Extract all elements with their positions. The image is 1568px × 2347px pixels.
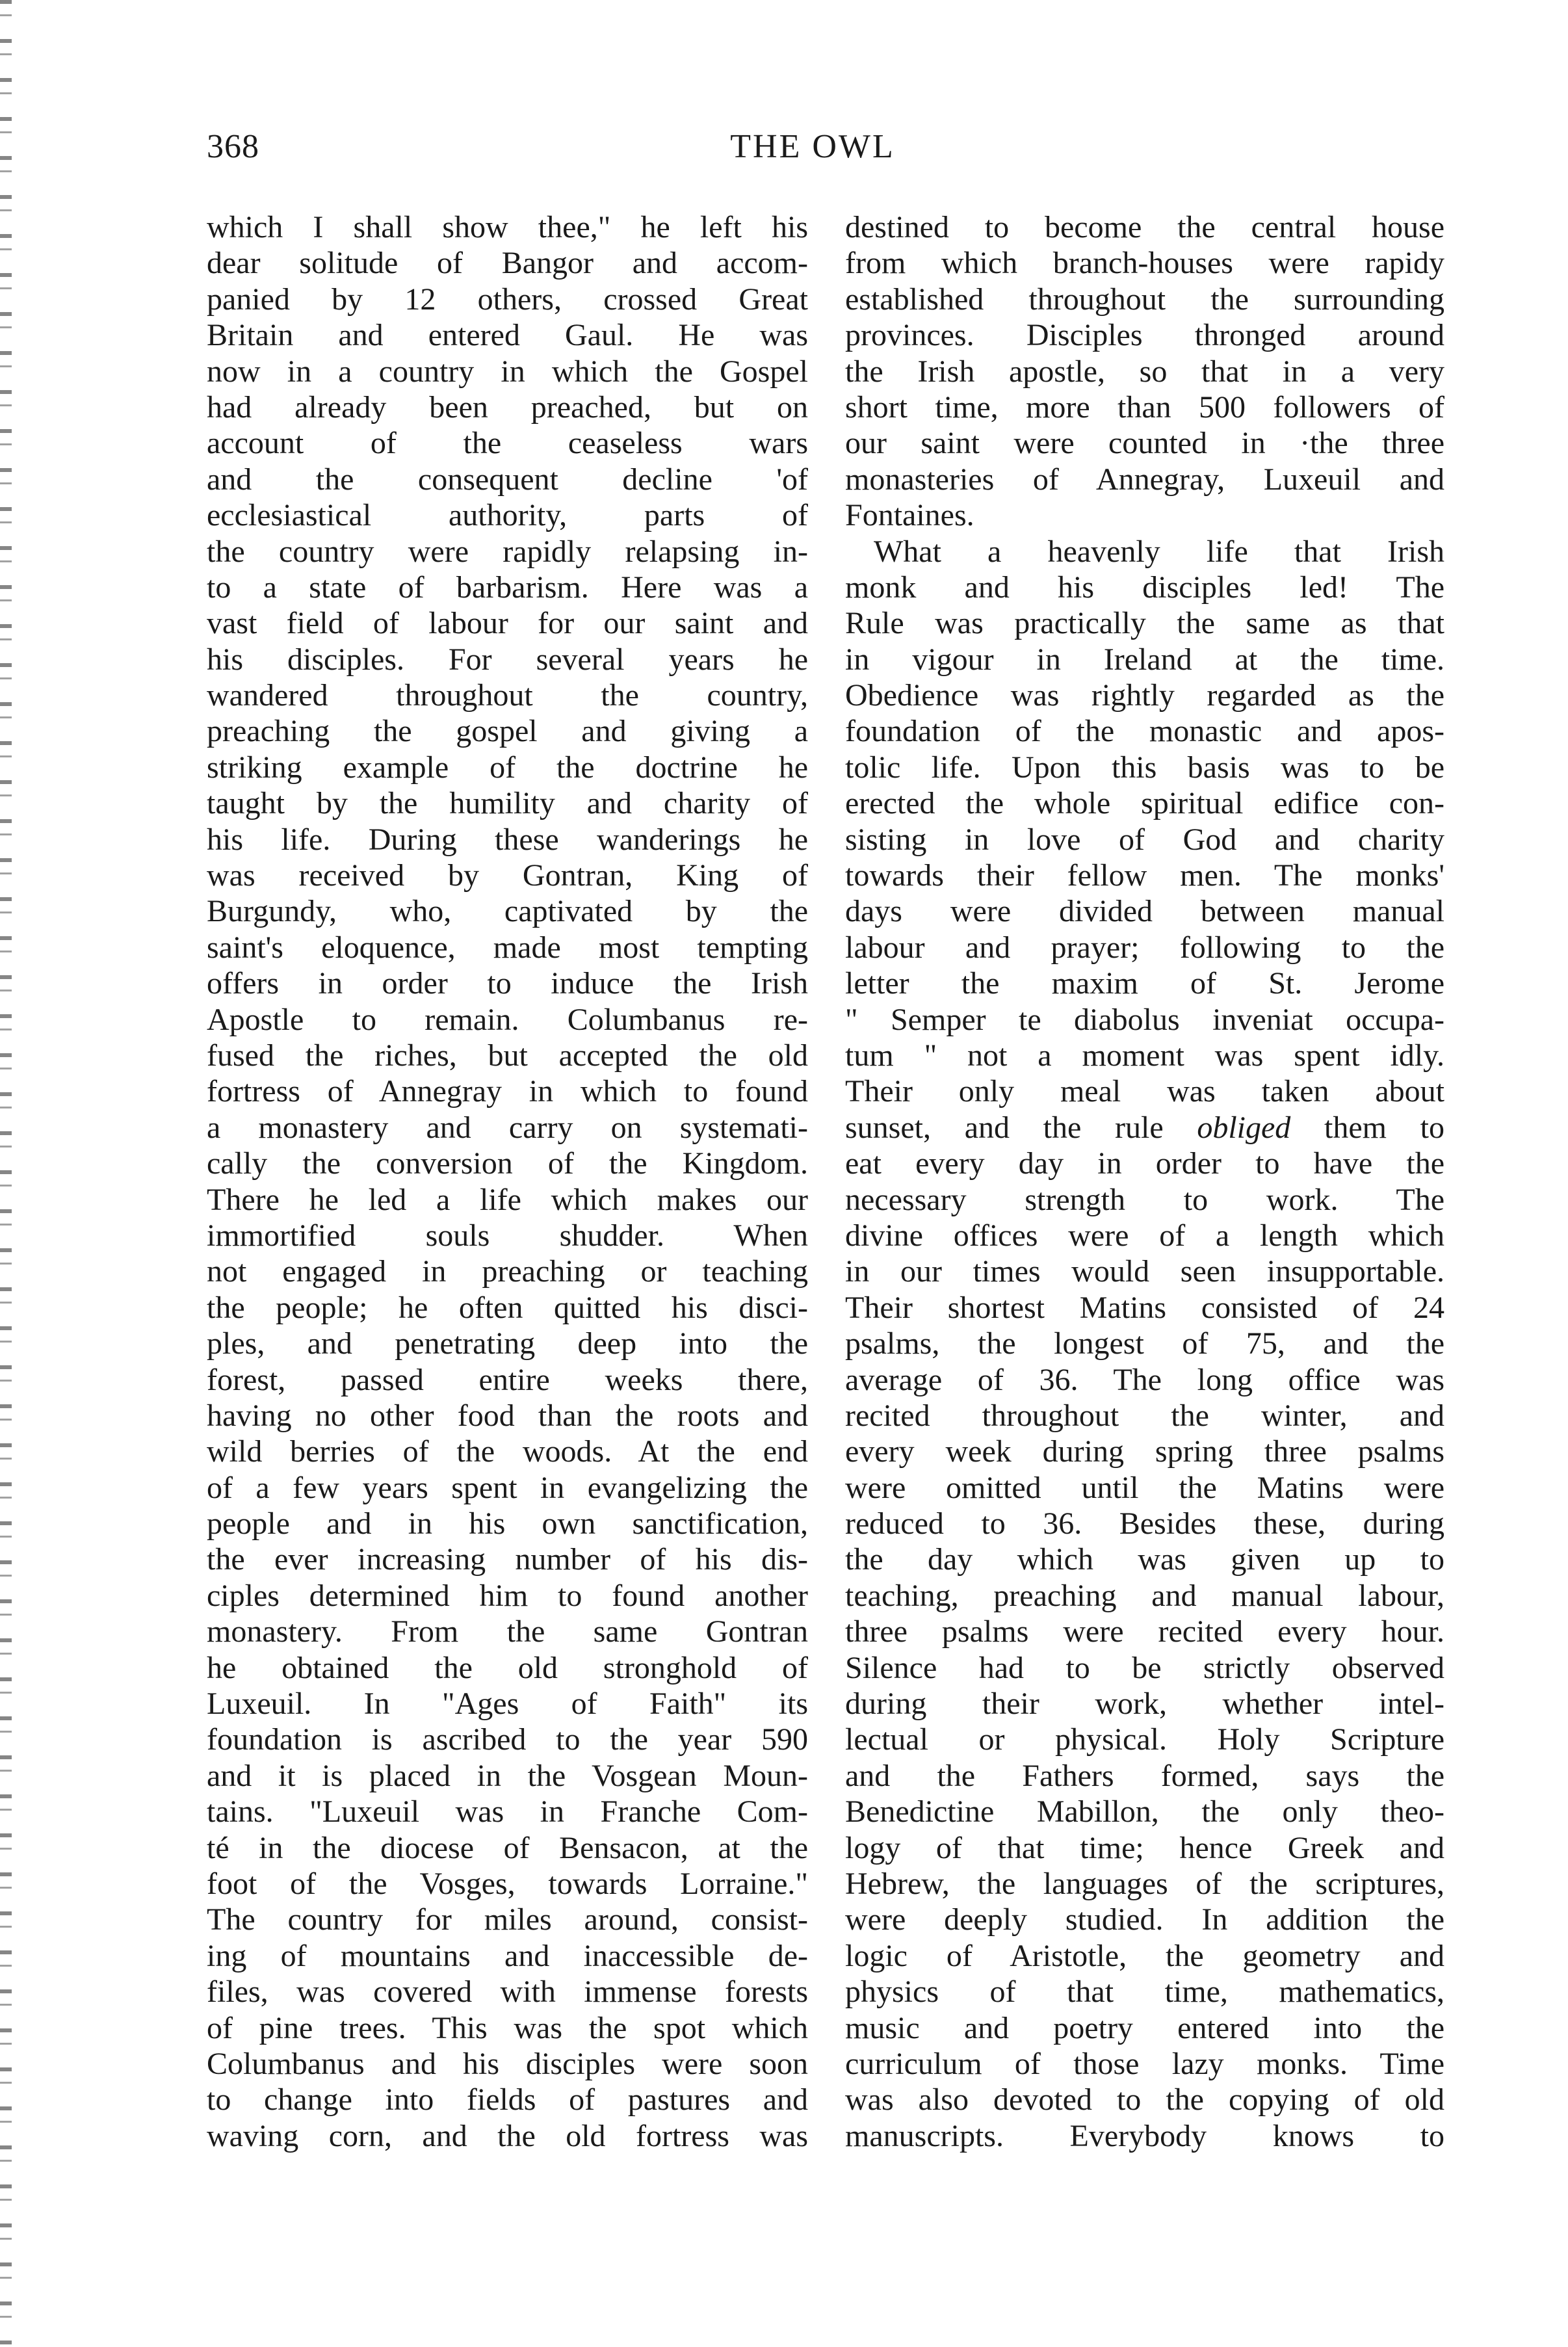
text-line: and the Fathers formed, says the bbox=[845, 1758, 1444, 1793]
text-line: té in the diocese of Bensacon, at the bbox=[207, 1830, 808, 1865]
left-text-column bbox=[207, 209, 808, 2154]
text-line: Fontaines. bbox=[845, 498, 974, 533]
text-line: fused the riches, but accepted the old bbox=[207, 1038, 808, 1073]
text-line: provinces. Disciples thronged around bbox=[845, 318, 1444, 353]
text-line: people and in his own sanctification, bbox=[207, 1506, 808, 1541]
text-fragment: them to bbox=[1290, 1110, 1444, 1145]
text-line: labour and prayer; following to the bbox=[845, 930, 1444, 965]
text-line: divine offices were of a length which bbox=[845, 1218, 1444, 1253]
text-line: the country were rapidly relapsing in- bbox=[207, 534, 808, 569]
text-line: now in a country in which the Gospel bbox=[207, 354, 808, 389]
text-line: a monastery and carry on systemati- bbox=[207, 1110, 808, 1145]
text-line: were deeply studied. In addition the bbox=[845, 1902, 1444, 1937]
text-line: panied by 12 others, crossed Great bbox=[207, 282, 808, 317]
text-line: erected the whole spiritual edifice con- bbox=[845, 786, 1444, 821]
text-line bbox=[845, 1110, 1444, 1146]
text-line: had already been preached, but on bbox=[207, 389, 808, 425]
text-line: in vigour in Ireland at the time. bbox=[845, 642, 1444, 677]
text-line: reduced to 36. Besides these, during bbox=[845, 1506, 1444, 1541]
text-line: monasteries of Annegray, Luxeuil and bbox=[845, 462, 1444, 497]
text-line: teaching, preaching and manual labour, bbox=[845, 1578, 1444, 1613]
text-line: the Irish apostle, so that in a very bbox=[845, 354, 1444, 389]
text-line: Obedience was rightly regarded as the bbox=[845, 678, 1444, 713]
text-line: What a heavenly life that Irish bbox=[874, 534, 1444, 569]
right-text-column bbox=[845, 209, 1444, 2154]
text-line: sisting in love of God and charity bbox=[845, 822, 1444, 857]
text-line: dear solitude of Bangor and accom- bbox=[207, 246, 808, 281]
text-line: ples, and penetrating deep into the bbox=[207, 1326, 808, 1361]
text-line: " Semper te diabolus inveniat occupa- bbox=[845, 1002, 1444, 1037]
text-line: account of the ceaseless wars bbox=[207, 426, 808, 461]
text-line: forest, passed entire weeks there, bbox=[207, 1362, 808, 1397]
text-line: Columbanus and his disciples were soon bbox=[207, 2046, 808, 2081]
text-line: the ever increasing number of his dis- bbox=[207, 1542, 808, 1577]
text-line: music and poetry entered into the bbox=[845, 2010, 1444, 2045]
text-line: files, was covered with immense forests bbox=[207, 1974, 808, 2010]
text-line: cally the conversion of the Kingdom. bbox=[207, 1146, 808, 1181]
text-line: foundation is ascribed to the year 590 bbox=[207, 1722, 808, 1757]
text-line: tolic life. Upon this basis was to be bbox=[845, 750, 1444, 785]
text-line: monk and his disciples led! The bbox=[845, 570, 1444, 605]
text-line: There he led a life which makes our bbox=[207, 1182, 808, 1217]
text-line: from which branch-houses were rapidy bbox=[845, 246, 1444, 281]
text-line: physics of that time, mathematics, bbox=[845, 1974, 1444, 2010]
text-line: ciples determined him to found another bbox=[207, 1578, 808, 1613]
text-line: offers in order to induce the Irish bbox=[207, 966, 808, 1001]
text-line: three psalms were recited every hour. bbox=[845, 1614, 1444, 1649]
text-line: lectual or physical. Holy Scripture bbox=[845, 1722, 1444, 1757]
running-title: THE OWL bbox=[730, 128, 895, 165]
text-line: logy of that time; hence Greek and bbox=[845, 1830, 1444, 1865]
text-line: saint's eloquence, made most tempting bbox=[207, 930, 808, 965]
text-line: destined to become the central house bbox=[845, 210, 1444, 244]
text-line: necessary strength to work. The bbox=[845, 1182, 1444, 1217]
text-line: he obtained the old stronghold of bbox=[207, 1650, 808, 1685]
text-line: having no other food than the roots and bbox=[207, 1398, 808, 1433]
text-line: and the consequent decline 'of bbox=[207, 462, 808, 497]
text-line: vast field of labour for our saint and bbox=[207, 606, 808, 641]
text-line: immortified souls shudder. When bbox=[207, 1218, 808, 1253]
text-line: Silence had to be strictly observed bbox=[845, 1650, 1444, 1685]
text-line: letter the maxim of St. Jerome bbox=[845, 966, 1444, 1001]
text-line: the people; he often quitted his disci- bbox=[207, 1290, 808, 1325]
text-line: ing of mountains and inaccessible de- bbox=[207, 1938, 808, 1973]
text-line: striking example of the doctrine he bbox=[207, 750, 808, 785]
text-line: Hebrew, the languages of the scriptures, bbox=[845, 1866, 1444, 1901]
text-line: towards their fellow men. The monks' bbox=[845, 858, 1444, 893]
text-line: The country for miles around, consist- bbox=[207, 1902, 808, 1937]
scan-binding-edge bbox=[0, 0, 12, 2347]
text-line: logic of Aristotle, the geometry and bbox=[845, 1938, 1444, 1973]
text-line: manuscripts. Everybody knows to bbox=[845, 2118, 1444, 2153]
text-line: our saint were counted in ·the three bbox=[845, 426, 1444, 461]
text-line: short time, more than 500 followers of bbox=[845, 389, 1444, 425]
text-line: Britain and entered Gaul. He was bbox=[207, 318, 808, 353]
text-line: and it is placed in the Vosgean Moun- bbox=[207, 1758, 808, 1793]
text-line: foot of the Vosges, towards Lorraine." bbox=[207, 1866, 808, 1901]
text-line: every week during spring three psalms bbox=[845, 1434, 1444, 1469]
text-line: Burgundy, who, captivated by the bbox=[207, 894, 808, 929]
text-line: Rule was practically the same as that bbox=[845, 606, 1444, 641]
text-line: tains. "Luxeuil was in Franche Com- bbox=[207, 1794, 808, 1829]
text-line: Apostle to remain. Columbanus re- bbox=[207, 1002, 808, 1037]
text-line: of a few years spent in evangelizing the bbox=[207, 1470, 808, 1505]
text-line: tum " not a moment was spent idly. bbox=[845, 1038, 1444, 1073]
text-line: taught by the humility and charity of bbox=[207, 786, 808, 821]
text-line: foundation of the monastic and apos- bbox=[845, 714, 1444, 749]
text-fragment: sunset, and the rule bbox=[845, 1110, 1197, 1145]
text-line: which I shall show thee," he left his bbox=[207, 210, 808, 244]
text-line: recited throughout the winter, and bbox=[845, 1398, 1444, 1433]
text-line: average of 36. The long office was bbox=[845, 1362, 1444, 1397]
text-line: of pine trees. This was the spot which bbox=[207, 2010, 808, 2045]
text-line: ecclesiastical authority, parts of bbox=[207, 498, 808, 533]
text-line: days were divided between manual bbox=[845, 894, 1444, 929]
text-line: to change into fields of pastures and bbox=[207, 2082, 808, 2118]
text-line: during their work, whether intel- bbox=[845, 1686, 1444, 1722]
text-line: was also devoted to the copying of old bbox=[845, 2082, 1444, 2118]
text-line: curriculum of those lazy monks. Time bbox=[845, 2046, 1444, 2081]
text-line: eat every day in order to have the bbox=[845, 1146, 1444, 1181]
text-line: wandered throughout the country, bbox=[207, 678, 808, 713]
text-line: Benedictine Mabillon, the only theo- bbox=[845, 1794, 1444, 1829]
text-line: to a state of barbarism. Here was a bbox=[207, 570, 808, 605]
text-line: his life. During these wanderings he bbox=[207, 822, 808, 857]
text-line: monastery. From the same Gontran bbox=[207, 1614, 808, 1649]
text-line: his disciples. For several years he bbox=[207, 642, 808, 677]
text-line: Their only meal was taken about bbox=[845, 1074, 1444, 1109]
text-line: psalms, the longest of 75, and the bbox=[845, 1326, 1444, 1361]
text-line: in our times would seen insupportable. bbox=[845, 1254, 1444, 1289]
text-line: fortress of Annegray in which to found bbox=[207, 1074, 808, 1109]
text-line: were omitted until the Matins were bbox=[845, 1470, 1444, 1505]
text-line: established throughout the surrounding bbox=[845, 282, 1444, 317]
text-line: Their shortest Matins consisted of 24 bbox=[845, 1290, 1444, 1325]
italic-word: obliged bbox=[1197, 1110, 1291, 1145]
text-line: the day which was given up to bbox=[845, 1542, 1444, 1577]
text-line: preaching the gospel and giving a bbox=[207, 714, 808, 749]
text-line: not engaged in preaching or teaching bbox=[207, 1254, 808, 1289]
text-line: was received by Gontran, King of bbox=[207, 858, 808, 893]
text-line: Luxeuil. In "Ages of Faith" its bbox=[207, 1686, 808, 1722]
page-number: 368 bbox=[207, 128, 259, 165]
text-line: wild berries of the woods. At the end bbox=[207, 1434, 808, 1469]
text-line: waving corn, and the old fortress was bbox=[207, 2118, 808, 2153]
